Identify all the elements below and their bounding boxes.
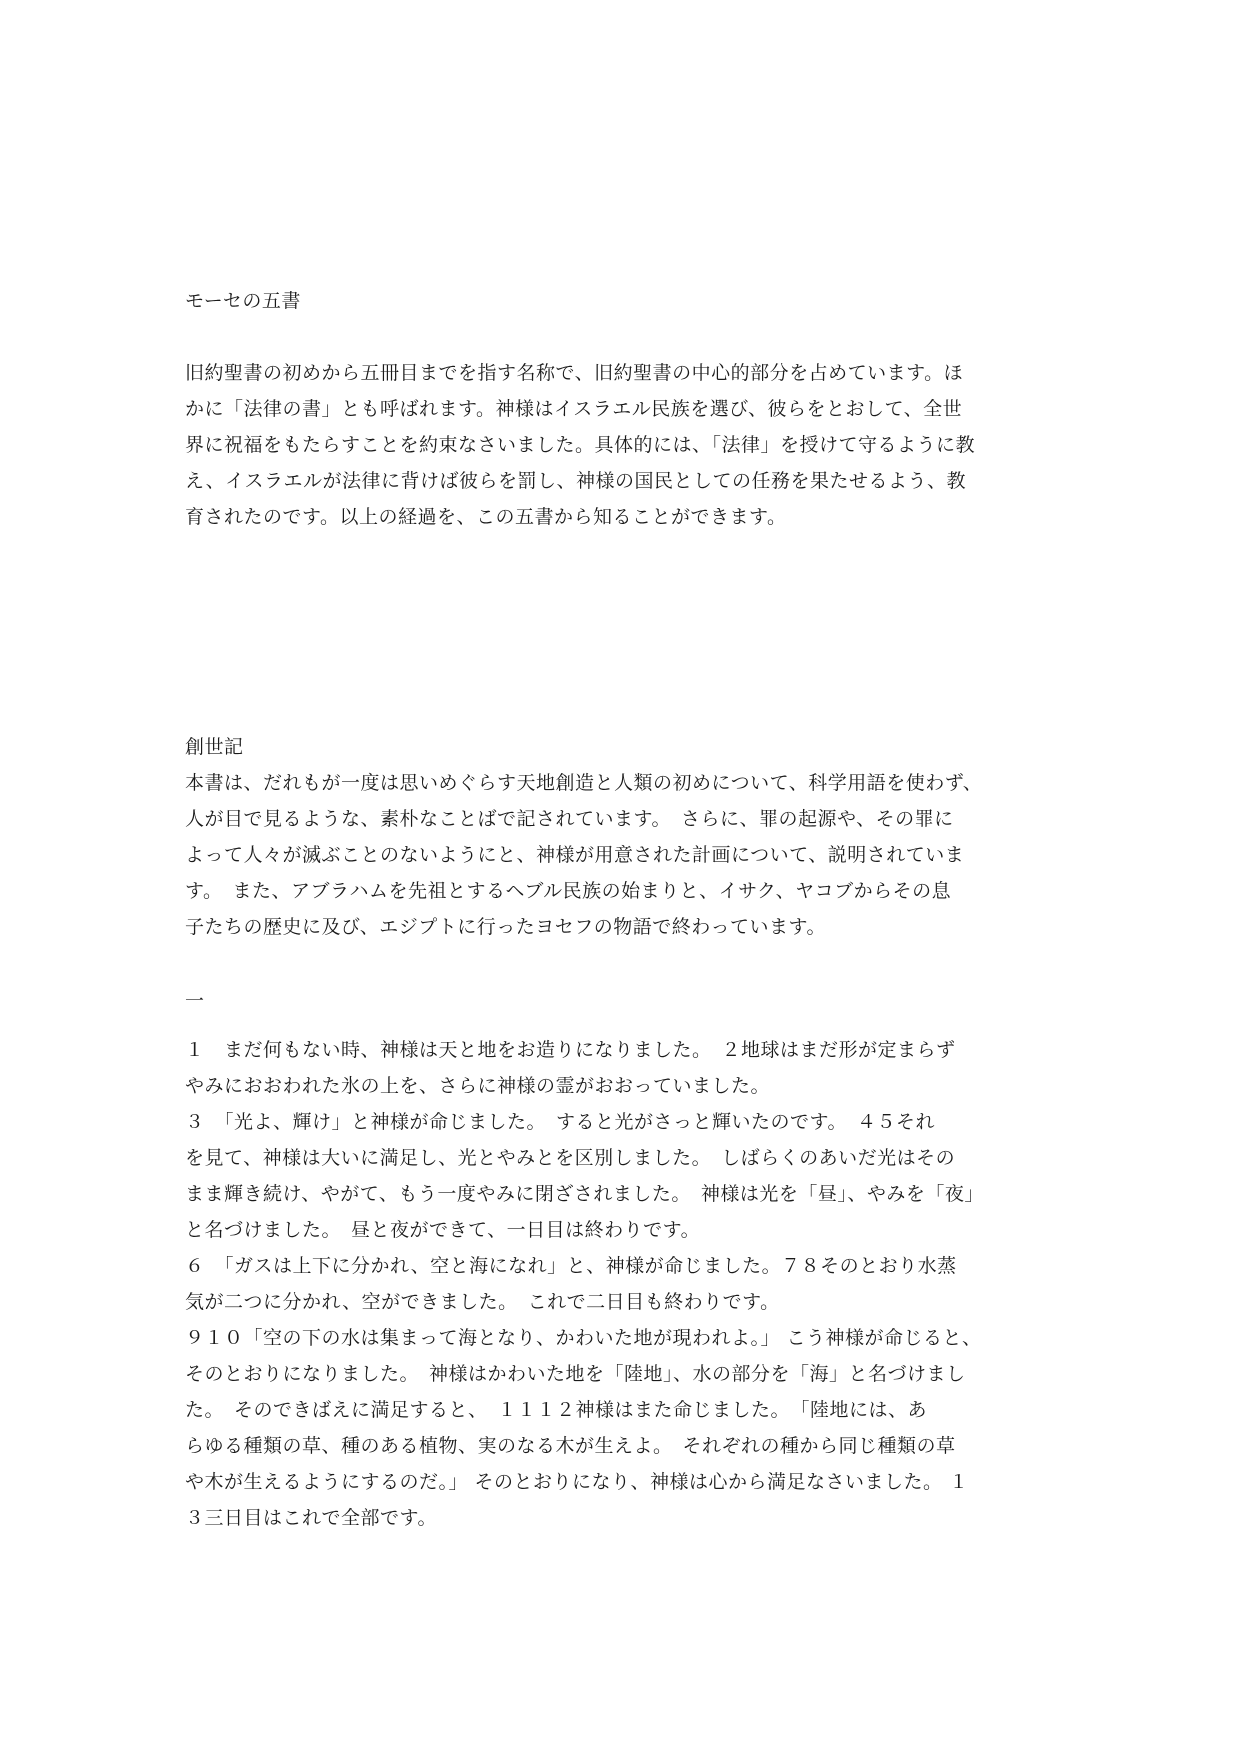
- chapter-verses: [185, 1032, 1065, 1536]
- verse-line: た。 そのできばえに満足すると、 １１１２神様はまた命じました。 「陸地には、あ: [185, 1399, 928, 1421]
- paragraph-line: よって人々が滅ぶことのないようにと、神様が用意された計画について、説明されていま: [185, 844, 965, 866]
- pentateuch-title: モーセの五書: [185, 290, 301, 312]
- paragraph-line: 本書は、だれもが一度は思いめぐらす天地創造と人類の初めについて、科学用語を使わず、: [185, 772, 983, 794]
- verse-line: やみにおおわれた氷の上を、さらに神様の霊がおおっていました。: [185, 1075, 771, 1097]
- paragraph-line: え、イスラエルが法律に背けば彼らを罰し、神様の国民としての任務を果たせるよう、教: [185, 470, 966, 492]
- paragraph-line: 人が目で見るような、素朴なことばで記されています。 さらに、罪の起源や、その罪に: [185, 808, 954, 830]
- verse-line: ６ 「ガスは上下に分かれ、空と海になれ」と、神様が命じました。７８そのとおり水蒸: [185, 1255, 957, 1277]
- paragraph-line: 育されたのです。以上の経過を、この五書から知ることができます。: [185, 506, 787, 528]
- verse-line: や木が生えるようにするのだ。」 そのとおりになり、神様は心から満足なさいました。 １: [185, 1471, 969, 1493]
- paragraph-line: 界に祝福をもたらすことを約束なさいました。具体的には、「法律」を授けて守るように教: [185, 434, 976, 456]
- paragraph-line: 旧約聖書の初めから五冊目までを指す名称で、旧約聖書の中心的部分を占めています。ほ: [185, 362, 964, 384]
- genesis-paragraph: [185, 765, 1065, 945]
- verse-line: を見て、神様は大いに満足し、光とやみとを区別しました。 しばらくのあいだ光はその: [185, 1147, 956, 1169]
- verse-line: まま輝き続け、やがて、もう一度やみに閉ざされました。 神様は光を「昼」、やみを「夜」: [185, 1183, 984, 1205]
- verse-line: ９１０「空の下の水は集まって海となり、かわいた地が現われよ。」 こう神様が命じると、: [185, 1327, 982, 1349]
- verse-line: ３ 「光よ、輝け」と神様が命じました。 すると光がさっと輝いたのです。 ４５それ: [185, 1111, 935, 1133]
- verse-line: そのとおりになりました。 神様はかわいた地を「陸地」、水の部分を「海」と名づけまし: [185, 1363, 966, 1385]
- paragraph-line: す。 また、アブラハムを先祖とするヘブル民族の始まりと、イサク、ヤコブからその息: [185, 880, 952, 902]
- chapter-number: 一: [185, 990, 205, 1012]
- verse-line: 気が二つに分かれ、空ができました。 これで二日目も終わりです。: [185, 1291, 780, 1313]
- paragraph-line: 子たちの歴史に及び、エジプトに行ったヨセフの物語で終わっています。: [185, 916, 827, 938]
- verse-line: １ まだ何もない時、神様は天と地をお造りになりました。 ２地球はまだ形が定まらず: [185, 1039, 956, 1061]
- pentateuch-paragraph: [185, 355, 1065, 535]
- paragraph-line: かに「法律の書」とも呼ばれます。神様はイスラエル民族を選び、彼らをとおして、全世: [185, 398, 963, 420]
- verse-line: と名づけました。 昼と夜ができて、一日目は終わりです。: [185, 1219, 701, 1241]
- verse-line: らゆる種類の草、種のある植物、実のなる木が生えよ。 それぞれの種から同じ種類の草: [185, 1435, 956, 1457]
- genesis-title: 創世記: [185, 736, 244, 758]
- verse-line: ３三日目はこれで全部です。: [185, 1507, 437, 1529]
